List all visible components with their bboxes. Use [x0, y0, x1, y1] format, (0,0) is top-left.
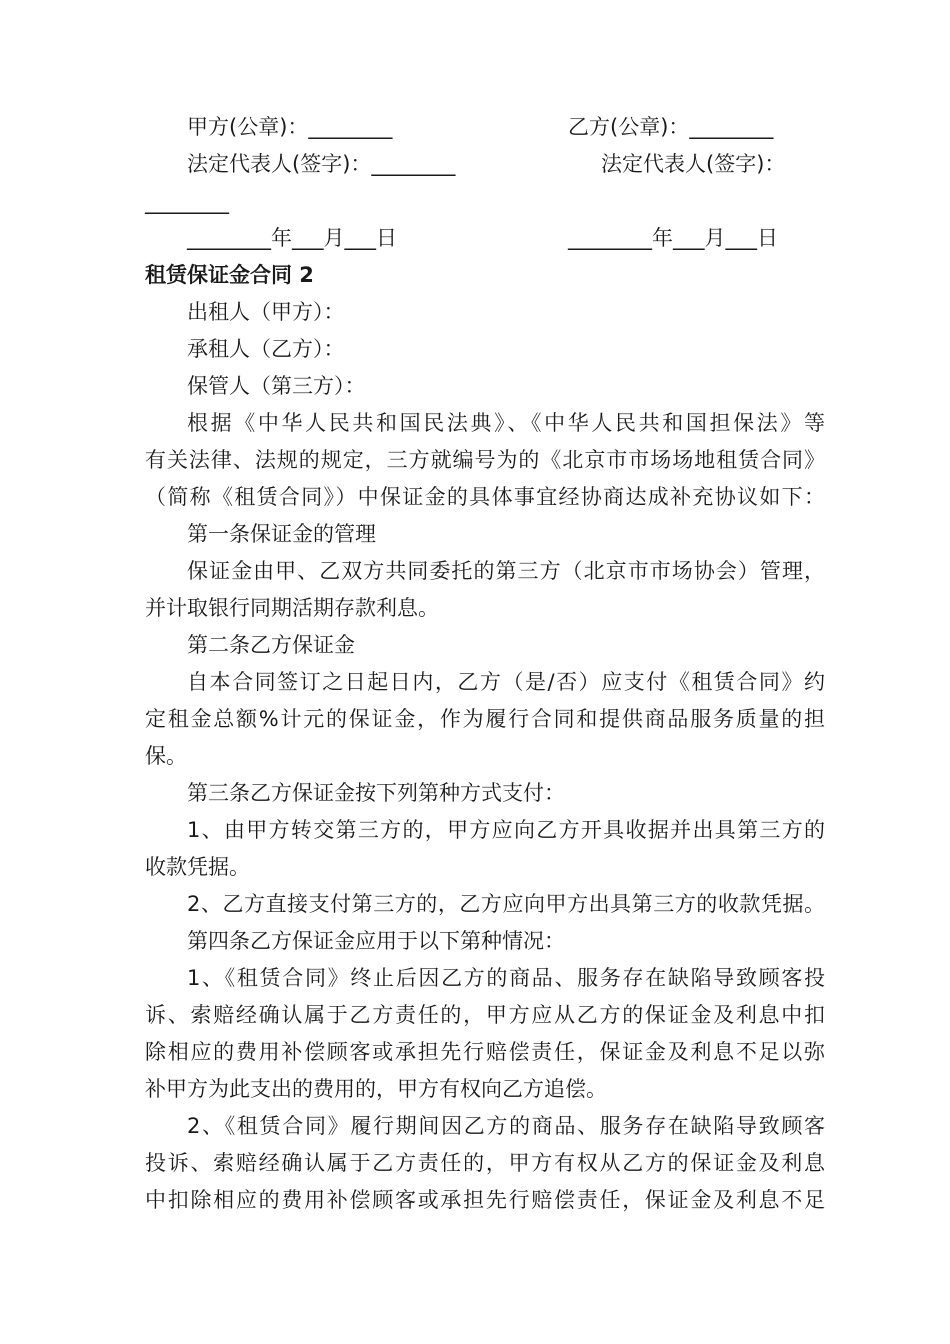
article-3-item-1-line: 收款凭据。: [145, 855, 250, 879]
lessee-line: 承租人（乙方）：: [187, 337, 345, 361]
contract-title: 租赁保证金合同 2: [145, 263, 314, 287]
intro-paragraph-line: （简称《租赁合同》）中保证金的具体事宜经协商达成补充协议如下：: [145, 485, 825, 509]
article-4-item-1-line: 1、《租赁合同》终止后因乙方的商品、服务存在缺陷导致顾客投: [187, 966, 825, 990]
intro-paragraph-line: 根据《中华人民共和国民法典》、《中华人民共和国担保法》等: [187, 411, 825, 435]
article-4-item-1-line: 除相应的费用补偿顾客或承担先行赔偿责任，保证金及利息不足以弥: [145, 1040, 825, 1064]
article-1-title: 第一条保证金的管理: [187, 522, 376, 546]
article-4-item-2-line: 投诉、索赔经确认属于乙方责任的，甲方有权从乙方的保证金及利息: [145, 1151, 825, 1175]
article-3-title: 第三条乙方保证金按下列第种方式支付：: [187, 781, 565, 805]
article-2-paragraph-line: 自本合同签订之日起日内，乙方（是/否）应支付《租赁合同》约: [187, 670, 825, 694]
party-a-seal-line: 甲方(公章)：________: [187, 115, 393, 139]
party-b-representative-blank: ________: [145, 190, 229, 214]
lessor-line: 出租人（甲方）：: [187, 300, 345, 324]
party-b-date-line: ________年___月___日: [568, 226, 778, 250]
article-4-item-1-line: 补甲方为此支出的费用的，甲方有权向乙方追偿。: [145, 1077, 607, 1101]
party-b-seal-line: 乙方(公章)：________: [568, 115, 774, 139]
article-2-paragraph-line: 定租金总额%计元的保证金，作为履行合同和提供商品服务质量的担: [145, 707, 825, 731]
article-3-item-1-line: 1、由甲方转交第三方的，甲方应向乙方开具收据并出具第三方的: [187, 818, 825, 842]
party-a-date-line: ________年___月___日: [187, 226, 397, 250]
custodian-line: 保管人（第三方）：: [187, 374, 366, 398]
intro-paragraph-line: 有关法律、法规的规定，三方就编号为的《北京市市场场地租赁合同》: [145, 448, 825, 472]
article-4-item-1-line: 诉、索赔经确认属于乙方责任的，甲方应从乙方的保证金及利息中扣: [145, 1003, 825, 1027]
article-4-item-2-line: 2、《租赁合同》履行期间因乙方的商品、服务存在缺陷导致顾客: [187, 1114, 825, 1138]
article-3-item-2-line: 2、乙方直接支付第三方的，乙方应向甲方出具第三方的收款凭据。: [187, 892, 825, 916]
article-4-item-2-line: 中扣除相应的费用补偿顾客或承担先行赔偿责任，保证金及利息不足: [145, 1188, 825, 1212]
article-2-title: 第二条乙方保证金: [187, 633, 355, 657]
article-4-title: 第四条乙方保证金应用于以下第种情况：: [187, 929, 565, 953]
party-a-representative-line: 法定代表人(签字)：________: [187, 152, 456, 176]
party-b-representative-line: 法定代表人(签字)：: [601, 152, 786, 176]
article-1-paragraph-line: 保证金由甲、乙双方共同委托的第三方（北京市市场协会）管理，: [187, 559, 825, 583]
article-2-paragraph-line: 保。: [145, 744, 187, 768]
article-1-paragraph-line: 并计取银行同期活期存款利息。: [145, 596, 439, 620]
